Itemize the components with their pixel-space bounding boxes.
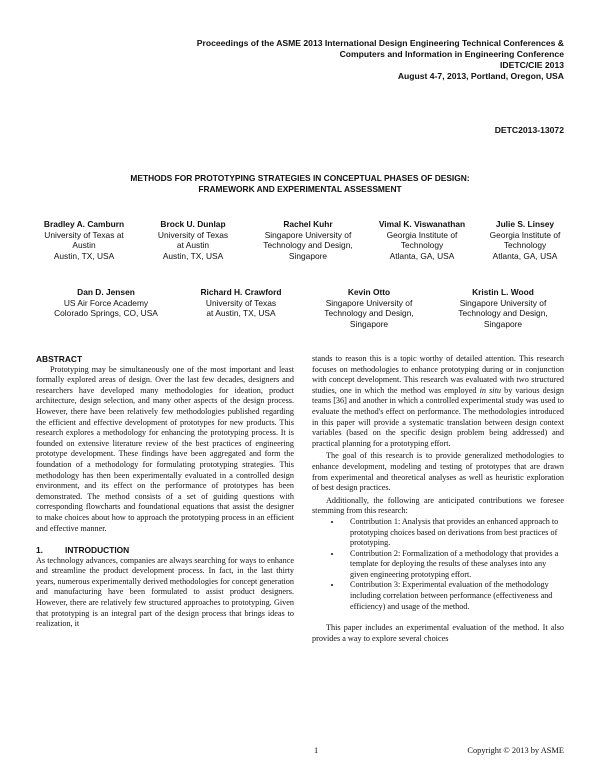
italic-term: in situ <box>479 385 501 395</box>
author-affiliation: University of Texas at <box>44 229 124 240</box>
header-line-2: Computers and Information in Engineering Conference <box>339 49 564 59</box>
author-name: Kevin Otto <box>347 287 391 297</box>
author-block <box>370 219 474 261</box>
author-location: Singapore <box>483 318 523 329</box>
author-location: Singapore <box>349 318 389 329</box>
author-name: Dan D. Jensen <box>77 287 135 297</box>
title-line-1: METHODS FOR PROTOTYPING STRATEGIES IN CONCEPTUAL PHASES OF DESIGN: <box>130 173 470 183</box>
author-name: Kristin L. Wood <box>472 287 534 297</box>
author-block <box>444 287 562 329</box>
author-name: Rachel Kuhr <box>283 219 333 229</box>
right-column <box>312 354 564 644</box>
header-line-4: August 4-7, 2013, Portland, Oregon, USA <box>397 71 564 81</box>
author-affiliation: University of Texas <box>157 229 229 240</box>
author-location: Atlanta, GA, USA <box>492 250 558 261</box>
author-affiliation: Georgia Institute of <box>386 229 458 240</box>
author-name: Richard H. Crawford <box>200 287 282 297</box>
author-block <box>142 219 244 261</box>
author-affiliation: at Austin <box>176 240 210 251</box>
author-name: Julie S. Linsey <box>495 219 555 229</box>
introduction-text: As technology advances, companies are always searching for ways to enhance and streamline the product development process. In fact, in the last thirty years, numerous experimentally derived methodologies for concept generation and manufacturing have been formulated to assist product designers. However, there are relatively few structured approaches to prototyping. Given that prototyping is an integral part of the design process that brings ideas to realization, it <box>36 555 294 629</box>
author-block <box>36 287 176 319</box>
evaluation-paragraph: This paper includes an experimental evaluation of the method. It also provides a way to explore several choices <box>312 623 564 643</box>
introduction-heading <box>36 545 294 556</box>
contributions-list <box>312 517 564 612</box>
author-affiliation: Technology and Design, <box>324 308 414 319</box>
abstract-text: Prototyping may be simultaneously one of the most important and least formally explored areas of design. Over the last few decades, designers and researchers have developed many methodologies for ideation, product architecture, design selection, and many other aspects of the design process. However, there have been relatively few methodologies published regarding the efficient and effective development of prototypes for new products. This research explores a methodology for enhancing the prototyping process. It is founded on extensive literature review of the best practices of engineering prototype development. These findings have been aggregated and form the foundation of a methodology for formulating prototyping strategies. This methodology has then been experimentally evaluated in a controlled design environment, and its effect on the performance of prototypes has been demonstrated. The method consists of a set of guiding questions with corresponding flowcharts and foundational equations that assist the designer to make choices about how to approach the prototyping process in an efficient and effective manner. <box>36 364 294 533</box>
list-item: • Contribution 1: Analysis that provides an enhanced approach to prototyping choices based on derivations from best practices of prototyping. <box>342 517 564 549</box>
intro-continued-paragraph: stands to reason this is a topic worthy of detailed attention. This research focuses on methodologies to enhance prototyping during or in conjunction with concept development. This research was evaluated with two structured studies, one in which the method was employed in situ by various design teams [36] and another in which a controlled experimental study was used to evaluate the method's effect on performance. The methodologies introduced in this paper will provide a systematic translation between design context variables (based on the specific design problem being addressed) and practical planning for a prototyping effort. <box>312 354 565 448</box>
author-block <box>480 219 570 261</box>
contributions-intro: Additionally, the following are anticipated contributions we foresee stemming from this research: <box>312 495 564 516</box>
author-affiliation: Singapore University of <box>325 297 413 308</box>
author-location: at Austin, TX, USA <box>206 308 276 319</box>
list-item: • Contribution 3: Experimental evaluation of the methodology including correlation between performance (effectiveness and efficiency) and usage of the method. <box>342 580 564 612</box>
author-location: Austin, TX, USA <box>162 250 224 261</box>
paper-title <box>36 173 564 194</box>
author-location: Singapore <box>288 250 328 261</box>
proceedings-header <box>197 38 564 82</box>
author-block <box>250 219 366 261</box>
author-block <box>185 287 297 319</box>
list-item: • Contribution 2: Formalization of a methodology that provides a template for deploying the results of these analyses into any given engineering prototyping effort. <box>342 549 564 581</box>
abstract-heading: ABSTRACT <box>36 354 83 364</box>
author-affiliation: Singapore University of <box>459 297 547 308</box>
section-number: 1. <box>36 545 43 556</box>
author-name: Bradley A. Camburn <box>43 219 125 229</box>
author-affiliation: University of Texas <box>205 297 277 308</box>
author-location: Atlanta, GA, USA <box>389 250 455 261</box>
author-location: Austin, TX, USA <box>53 250 115 261</box>
copyright-notice: Copyright © 2013 by ASME <box>467 746 564 755</box>
left-column <box>36 354 294 630</box>
author-affiliation: Georgia Institute of <box>489 229 561 240</box>
section-title: INTRODUCTION <box>65 545 130 556</box>
author-affiliation: Technology and Design, <box>458 308 548 319</box>
author-location: Colorado Springs, CO, USA <box>54 308 158 319</box>
author-name: Vimal K. Viswanathan <box>378 219 466 229</box>
title-line-2: FRAMEWORK AND EXPERIMENTAL ASSESSMENT <box>198 183 402 194</box>
author-affiliation: Technology <box>503 240 547 251</box>
goal-paragraph: The goal of this research is to provide generalized methodologies to enhance development, modeling and testing of prototypes that are drawn from experimental and theoretical analyses as well as heuristic exploration of best design practices. <box>312 451 564 493</box>
header-line-3: IDETC/CIE 2013 <box>500 60 564 70</box>
document-number: DETC2013-13072 <box>494 125 564 135</box>
author-block <box>310 287 428 329</box>
author-affiliation: Technology <box>400 240 444 251</box>
header-line-1: Proceedings of the ASME 2013 International Design Engineering Technical Conferences & <box>196 38 564 48</box>
author-affiliation: Singapore University of <box>264 229 352 240</box>
author-affiliation: Austin <box>72 240 96 251</box>
author-affiliation: Technology and Design, <box>263 240 353 251</box>
author-block <box>36 219 132 261</box>
page-number: 1 <box>314 746 319 755</box>
author-name: Brock U. Dunlap <box>160 219 226 229</box>
author-affiliation: US Air Force Academy <box>63 297 149 308</box>
